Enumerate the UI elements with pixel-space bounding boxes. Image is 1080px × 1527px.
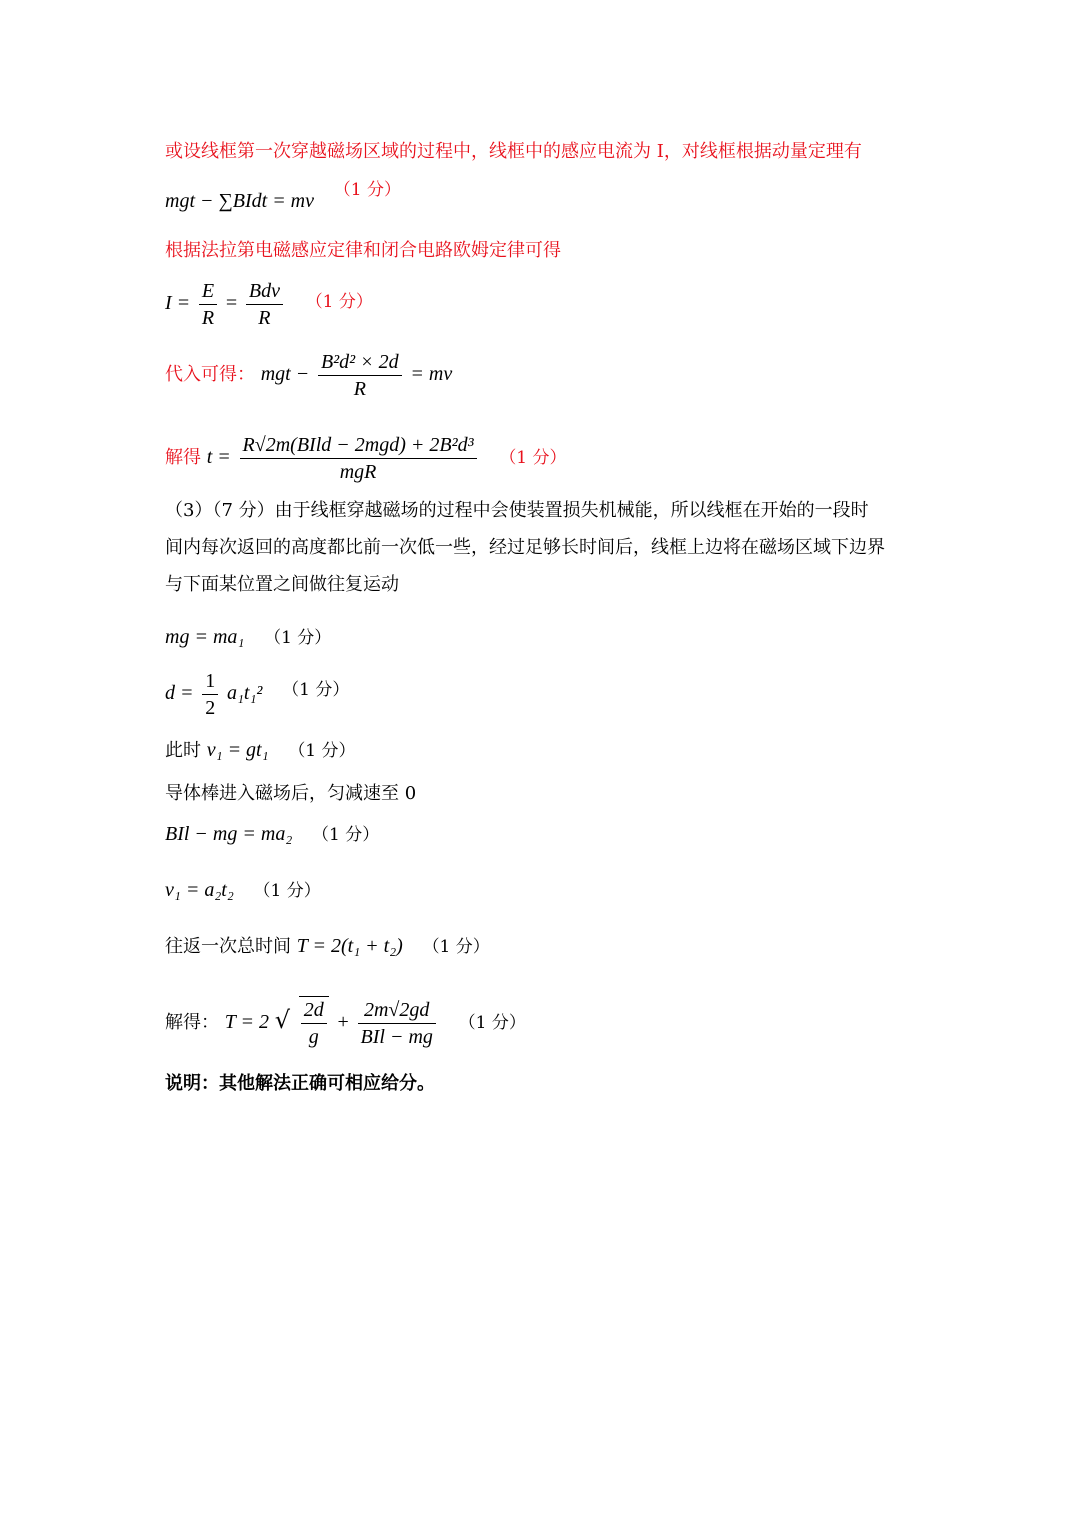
text-deceleration: [165, 783, 416, 805]
label: 解得: [165, 447, 201, 468]
numerator: R√2m(BIld − 2mgd) + 2B²d³: [240, 432, 477, 459]
text-line: 根据法拉第电磁感应定律和闭合电路欧姆定律可得: [165, 240, 561, 261]
label: 此时: [165, 740, 201, 761]
numerator: E: [199, 278, 217, 305]
equation: BIl − mg = ma₂: [165, 823, 293, 845]
score-label: （1 分）: [312, 825, 380, 845]
numerator: 2m√2gd: [358, 997, 436, 1024]
fraction: [199, 278, 217, 331]
text-line: （3）（7 分）由于线框穿越磁场的过程中会使装置损失机械能，所以线框在开始的一段时: [165, 500, 869, 521]
score-label: （1 分）: [288, 741, 356, 761]
denominator: R: [353, 377, 366, 400]
part3-line1: [165, 500, 869, 522]
text-line: 与下面某位置之间做往复运动: [165, 574, 399, 595]
equation-7: [165, 935, 490, 958]
fraction: [246, 278, 283, 331]
fraction: [358, 997, 436, 1050]
numerator: 1: [202, 668, 218, 695]
text-line: 或设线框第一次穿越磁场区域的过程中，线框中的感应电流为 I，对线框根据动量定理有: [165, 141, 862, 162]
equation-5: [165, 823, 379, 846]
equation-lhs: I =: [165, 292, 191, 314]
denominator: R: [258, 306, 271, 329]
score-label: （1 分）: [458, 1013, 526, 1033]
denominator: 2: [205, 696, 216, 719]
equation-rhs: = mv: [410, 363, 453, 385]
solve-t-equation: [165, 427, 567, 488]
numerator: 2d: [301, 997, 327, 1024]
plus-sign: +: [337, 1011, 349, 1033]
denominator: R: [201, 306, 215, 329]
current-equation: [165, 273, 373, 334]
equation: T = 2(t₁ + t₂): [296, 935, 403, 957]
part3-line2: [165, 537, 885, 559]
score-label: （1 分）: [282, 680, 350, 700]
numerator: Bdv: [246, 278, 283, 305]
equation-lhs: T = 2: [224, 1011, 269, 1033]
equation: v₁ = a₂t₂: [165, 879, 234, 901]
label: 解得：: [165, 1012, 219, 1033]
equation: mgt − ∑BIdt = mv: [165, 190, 315, 212]
fraction: [299, 996, 329, 1050]
equation-6: [165, 879, 321, 902]
intro-text: [165, 141, 862, 163]
score-label: （1 分）: [499, 448, 567, 468]
equation-rhs: a₁t₁²: [226, 682, 263, 704]
numerator: B²d² × 2d: [318, 349, 402, 376]
fraction: [202, 668, 218, 721]
score-label: （1 分）: [253, 881, 321, 901]
equation-8: [165, 990, 526, 1053]
denominator: g: [308, 1026, 319, 1048]
substitution-equation: [165, 344, 452, 405]
label: 往返一次总时间: [165, 936, 291, 957]
text-line: 间内每次返回的高度都比前一次低一些，经过足够长时间后，线框上边将在磁场区域下边界: [165, 537, 885, 558]
score-label: （1 分）: [264, 628, 332, 648]
equation-2: [165, 663, 349, 724]
equation-3: [165, 739, 356, 762]
part3-line3: [165, 574, 399, 596]
text-line: 说明：其他解法正确可相应给分。: [165, 1073, 435, 1094]
momentum-equation: [165, 180, 401, 213]
fraction: [240, 432, 477, 485]
equals-sign: =: [225, 292, 238, 314]
sqrt-sign: √: [274, 1006, 291, 1034]
note: [165, 1073, 435, 1095]
score-label: （1 分）: [333, 180, 401, 200]
fraction: [318, 349, 402, 402]
denominator: mgR: [339, 460, 377, 483]
equation-lhs: d =: [165, 682, 194, 704]
equation-lhs: mgt −: [260, 363, 310, 385]
equation-lhs: t =: [206, 446, 231, 468]
label: 代入可得：: [165, 364, 255, 385]
equation: v₁ = gt₁: [206, 739, 269, 761]
equation-1: [165, 626, 331, 649]
equation: mg = ma₁: [165, 626, 245, 648]
denominator: BIl − mg: [360, 1025, 433, 1048]
law-text: [165, 240, 561, 262]
score-label: （1 分）: [422, 937, 490, 957]
text-line: 导体棒进入磁场后，匀减速至 0: [165, 783, 417, 804]
score-label: （1 分）: [305, 292, 373, 312]
